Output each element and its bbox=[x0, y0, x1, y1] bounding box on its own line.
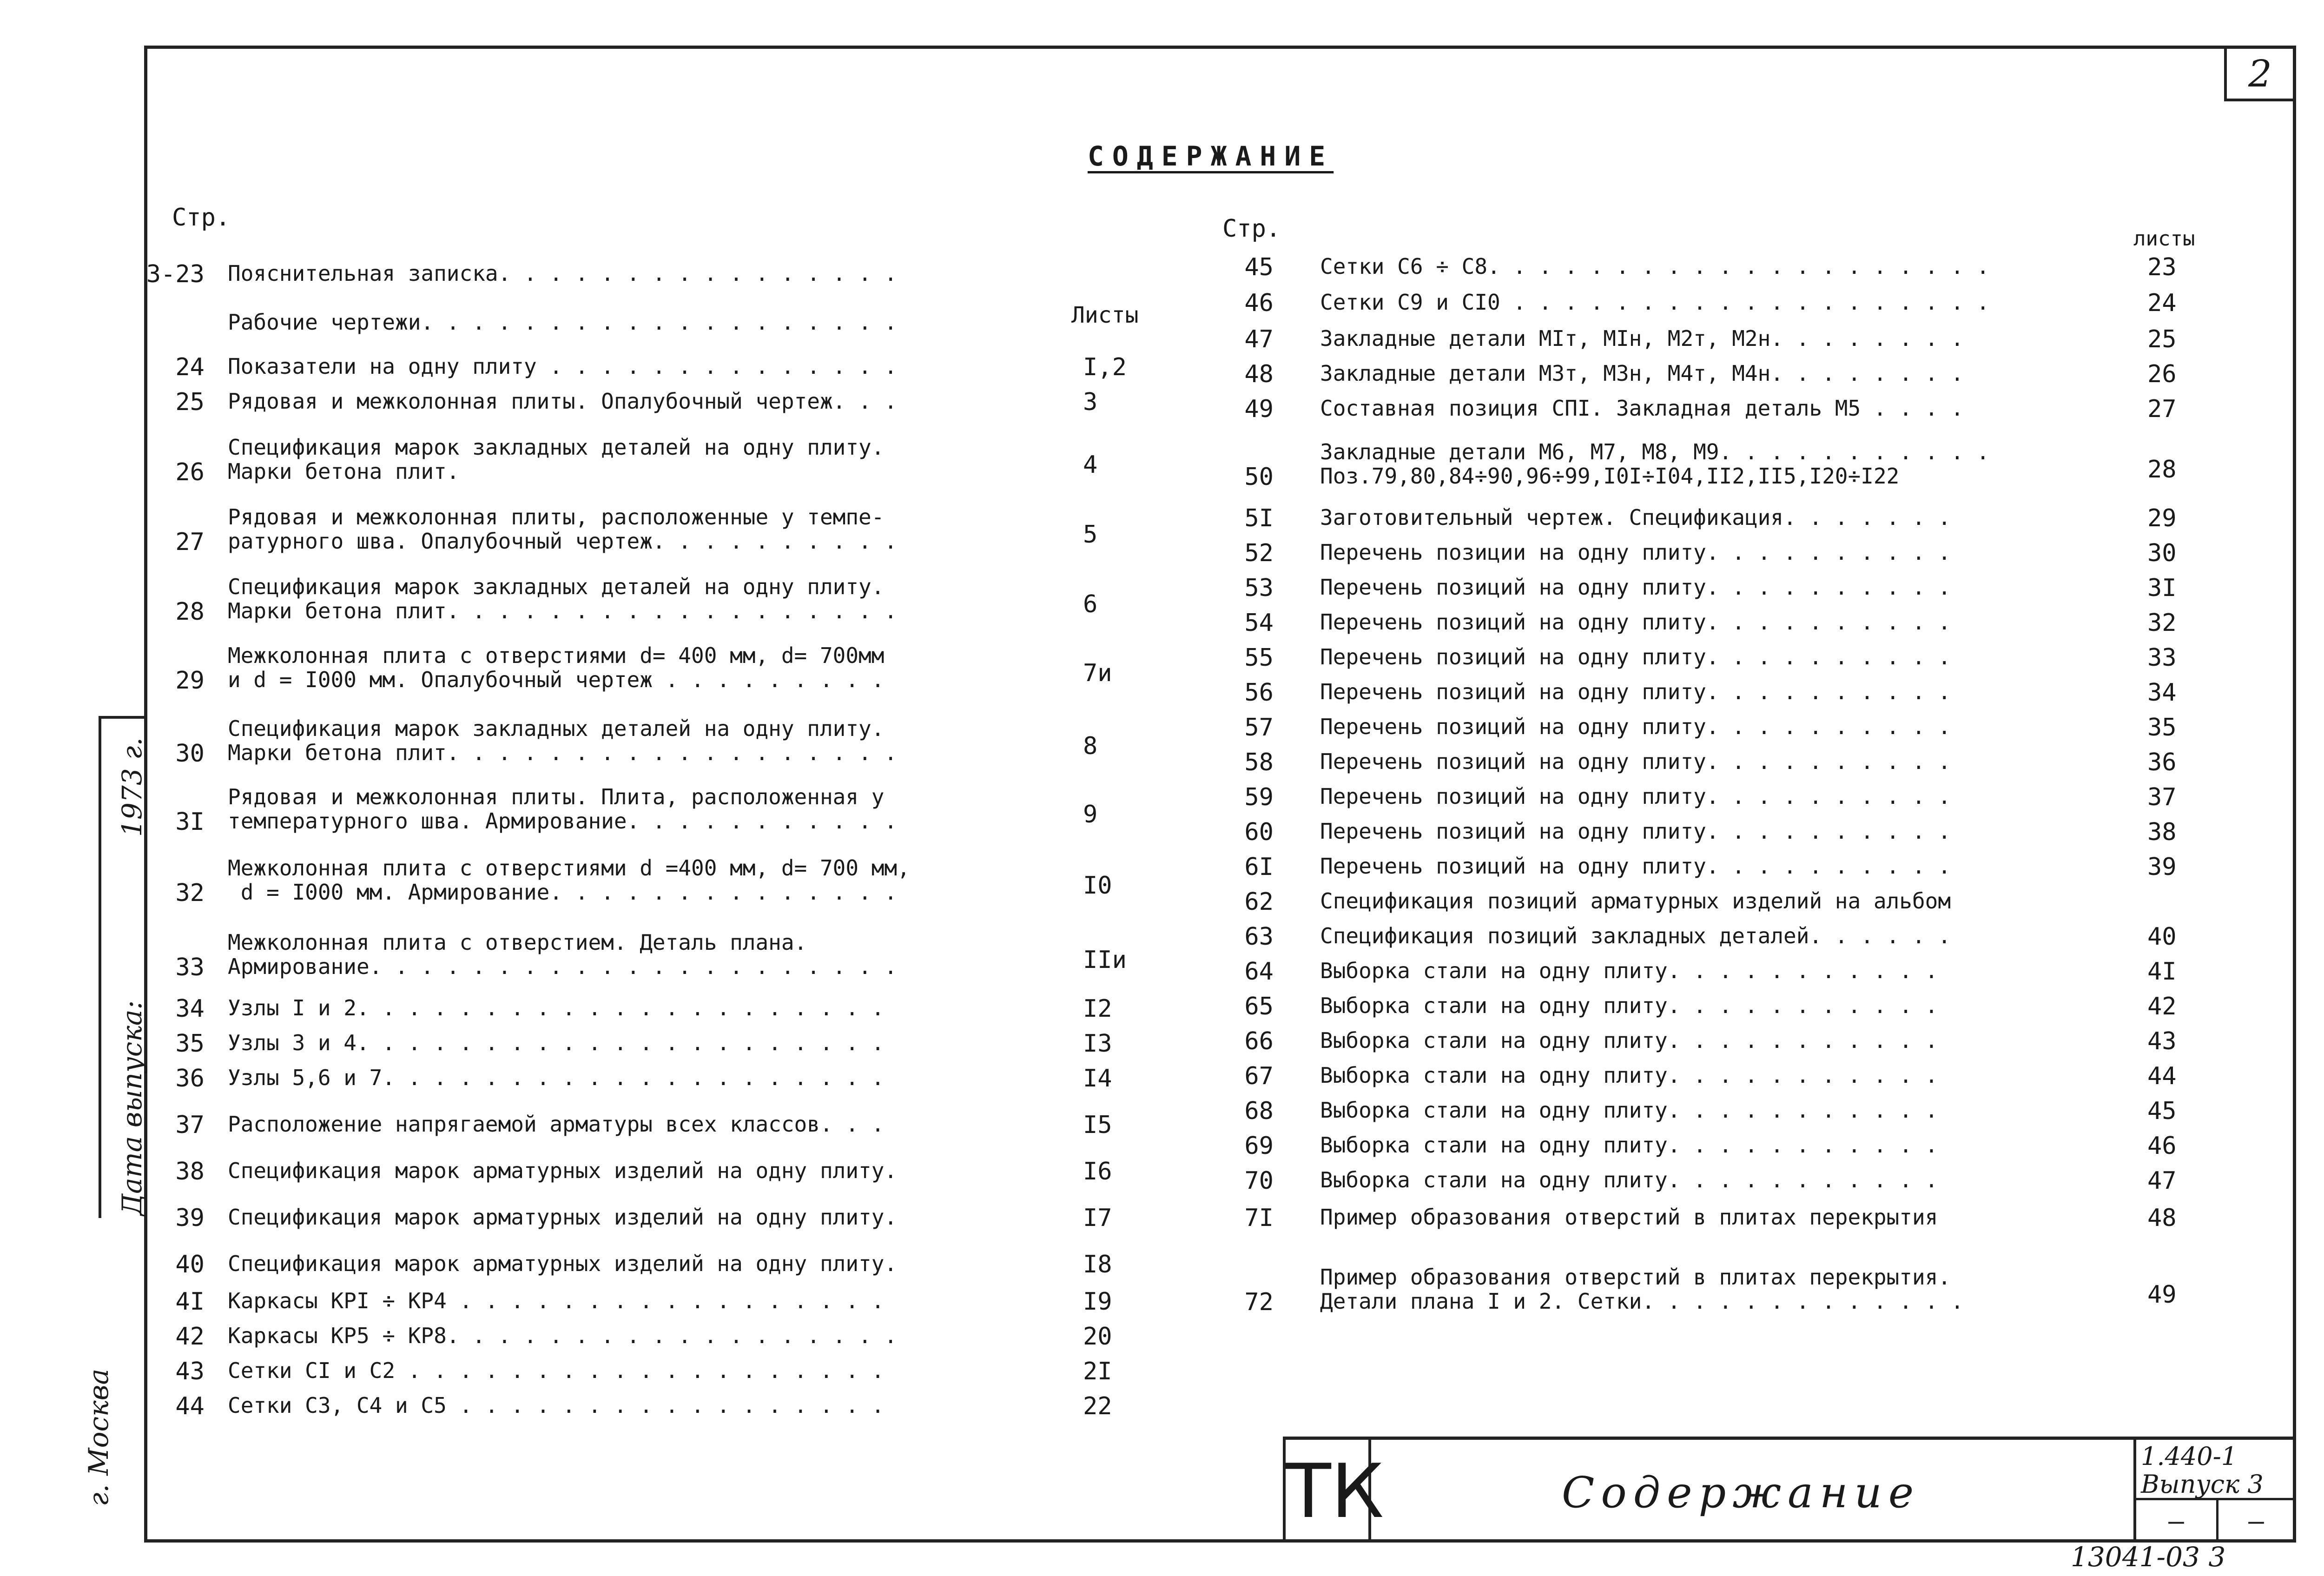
toc-sheet-number: 7и bbox=[1083, 659, 1112, 687]
title-block-subject: Содержание bbox=[1562, 1468, 1921, 1517]
toc-sheet-number: 48 bbox=[2147, 1204, 2177, 1232]
toc-entry-text: Рядовая и межколонная плиты. Плита, расположенная у температурного шва. Армирование. . . . . . . . . . . bbox=[228, 784, 898, 834]
toc-page-number: 4I bbox=[175, 1288, 205, 1316]
toc-sheet-number: 34 bbox=[2147, 679, 2177, 707]
sheet-number-box: 2 bbox=[2224, 46, 2296, 101]
toc-entry-text: Спецификация позиций закладных деталей. . . . . . bbox=[1320, 923, 1951, 948]
toc-sheet-number: 43 bbox=[2147, 1027, 2177, 1055]
toc-entry-text: Пример образования отверстий в плитах перекрытия bbox=[1320, 1205, 1938, 1230]
toc-entry-text: Межколонная плита с отверстиями d= 400 мм, d= 700мм и d = I000 мм. Опалубочный чертеж . . . . . . . . . bbox=[228, 643, 885, 692]
toc-page-number: 72 bbox=[1244, 1288, 1274, 1316]
issue-number: Выпуск 3 bbox=[2141, 1470, 2264, 1499]
toc-page-number: 55 bbox=[1244, 644, 1274, 672]
toc-sheet-number: 20 bbox=[1083, 1323, 1112, 1351]
toc-sheet-number: 32 bbox=[2147, 609, 2177, 637]
toc-entry-text: Рядовая и межколонная плиты, расположенные у темпе- ратурного шва. Опалубочный чертеж. . . . . . . . . . bbox=[228, 504, 898, 554]
title-block-series bbox=[2133, 1440, 2296, 1543]
toc-page-number: 48 bbox=[1244, 360, 1274, 388]
document-number: 13041-03 3 bbox=[2071, 1541, 2226, 1573]
toc-entry-text: Закладные детали М3т, М3н, М4т, М4н. . . . . . . . bbox=[1320, 361, 1964, 386]
toc-sheet-number: 5 bbox=[1083, 521, 1098, 549]
toc-sheet-number: 3 bbox=[1083, 388, 1098, 416]
toc-page-number: 36 bbox=[175, 1065, 205, 1093]
toc-entry-text: Показатели на одну плиту . . . . . . . . . . . . . . bbox=[228, 354, 898, 379]
toc-page-number: 62 bbox=[1244, 888, 1274, 916]
toc-page-number: 3-23 bbox=[146, 260, 205, 288]
toc-page-number: 47 bbox=[1244, 325, 1274, 353]
toc-sheet-number: I7 bbox=[1083, 1204, 1112, 1232]
toc-page-number: 29 bbox=[175, 667, 205, 695]
toc-entry-text: Сетки С6 ÷ С8. . . . . . . . . . . . . . . . . . . . bbox=[1320, 254, 1990, 279]
toc-sheet-number: I,2 bbox=[1083, 353, 1127, 381]
left-sheets-header: Листы bbox=[1071, 302, 1139, 328]
toc-entry-text: Перечень позиции на одну плиту. . . . . . . . . . bbox=[1320, 540, 1951, 565]
toc-entry-text: Рабочие чертежи. . . . . . . . . . . . . . . . . . . bbox=[228, 310, 898, 335]
toc-sheet-number: I8 bbox=[1083, 1251, 1112, 1278]
toc-entry-text: Спецификация марок закладных деталей на одну плиту. Марки бетона плит. bbox=[228, 435, 885, 484]
toc-entry-text: Выборка стали на одну плиту. . . . . . . . . . . bbox=[1320, 1167, 1938, 1192]
toc-sheet-number: 4 bbox=[1083, 451, 1098, 479]
toc-entry-text: Перечень позиций на одну плиту. . . . . . . . . . bbox=[1320, 575, 1951, 600]
toc-entry-text: Перечень позиций на одну плиту. . . . . . . . . . bbox=[1320, 714, 1951, 739]
toc-sheet-number: 42 bbox=[2147, 993, 2177, 1020]
toc-page-number: 6I bbox=[1244, 853, 1274, 881]
toc-entry-text: Составная позиция СПI. Закладная деталь М5 . . . . bbox=[1320, 396, 1964, 421]
toc-page-number: 40 bbox=[175, 1251, 205, 1278]
title-block-cells bbox=[2136, 1498, 2296, 1543]
toc-page-number: 52 bbox=[1244, 539, 1274, 567]
toc-entry-text: Перечень позиций на одну плиту. . . . . . . . . . bbox=[1320, 749, 1951, 774]
toc-page-number: 60 bbox=[1244, 818, 1274, 846]
right-page-header: Стр. bbox=[1222, 215, 1281, 243]
toc-page-number: 46 bbox=[1244, 289, 1274, 317]
toc-sheet-number: I0 bbox=[1083, 872, 1112, 900]
toc-sheet-number: 6 bbox=[1083, 590, 1098, 618]
toc-sheet-number: I4 bbox=[1083, 1065, 1112, 1093]
toc-page-number: 30 bbox=[175, 740, 205, 768]
toc-sheet-number: 22 bbox=[1083, 1392, 1112, 1420]
toc-sheet-number: 49 bbox=[2147, 1281, 2177, 1309]
toc-page-number: 58 bbox=[1244, 748, 1274, 776]
toc-entry-text: Узлы 5,6 и 7. . . . . . . . . . . . . . . . . . . . bbox=[228, 1065, 885, 1090]
toc-entry-text: Выборка стали на одну плиту. . . . . . . . . . . bbox=[1320, 1028, 1938, 1053]
toc-sheet-number: 24 bbox=[2147, 289, 2177, 317]
title-block bbox=[1283, 1437, 2296, 1543]
toc-entry-text: Закладные детали М6, М7, М8, М9. . . . . . . . . . . Поз.79,80,84÷90,96÷99,I0I÷I04,II2,II5,I20÷I22 bbox=[1320, 439, 1990, 489]
toc-entry-text: Перечень позиций на одну плиту. . . . . . . . . . bbox=[1320, 784, 1951, 809]
toc-entry-text: Сетки СI и С2 . . . . . . . . . . . . . . . . . . . bbox=[228, 1358, 885, 1383]
toc-sheet-number: 2I bbox=[1083, 1357, 1112, 1385]
toc-page-number: 35 bbox=[175, 1030, 205, 1058]
toc-sheet-number: 44 bbox=[2147, 1062, 2177, 1090]
toc-sheet-number: 3I bbox=[2147, 574, 2177, 602]
toc-page-number: 49 bbox=[1244, 395, 1274, 423]
toc-sheet-number: I5 bbox=[1083, 1111, 1112, 1139]
toc-entry-text: Узлы I и 2. . . . . . . . . . . . . . . . . . . . . bbox=[228, 995, 885, 1020]
title-block-cell: — bbox=[2248, 1506, 2264, 1536]
page-title: СОДЕРЖАНИЕ bbox=[1088, 140, 1334, 172]
toc-page-number: 3I bbox=[175, 808, 205, 836]
toc-entry-text: Рядовая и межколонная плиты. Опалубочный чертеж. . . bbox=[228, 389, 898, 414]
toc-entry-text: Спецификация марок арматурных изделий на одну плиту. bbox=[228, 1205, 898, 1230]
toc-sheet-number: I9 bbox=[1083, 1288, 1112, 1316]
toc-entry-text: Заготовительный чертеж. Спецификация. . . . . . . bbox=[1320, 505, 1951, 530]
toc-entry-text: Перечень позиций на одну плиту. . . . . . . . . . bbox=[1320, 644, 1951, 669]
toc-page-number: 57 bbox=[1244, 714, 1274, 742]
toc-page-number: 42 bbox=[175, 1323, 205, 1351]
toc-page-number: 53 bbox=[1244, 574, 1274, 602]
toc-sheet-number: 47 bbox=[2147, 1167, 2177, 1195]
toc-entry-text: Пример образования отверстий в плитах перекрытия. Детали плана I и 2. Сетки. . . . . . . . . . . . . bbox=[1320, 1265, 1964, 1314]
toc-sheet-number: I2 bbox=[1083, 995, 1112, 1023]
toc-entry-text: Каркасы КРI ÷ КР4 . . . . . . . . . . . . . . . . . bbox=[228, 1288, 885, 1313]
toc-entry-text: Расположение напрягаемой арматуры всех классов. . . bbox=[228, 1112, 885, 1137]
toc-page-number: 64 bbox=[1244, 958, 1274, 986]
title-block-cell: — bbox=[2136, 1500, 2218, 1543]
toc-sheet-number: 26 bbox=[2147, 360, 2177, 388]
toc-entry-text: Спецификация марок закладных деталей на одну плиту. Марки бетона плит. . . . . . . . . . . . . . . . . . bbox=[228, 716, 898, 765]
toc-sheet-number: 33 bbox=[2147, 644, 2177, 672]
toc-page-number: 32 bbox=[175, 879, 205, 907]
toc-page-number: 66 bbox=[1244, 1027, 1274, 1055]
toc-page-number: 38 bbox=[175, 1158, 205, 1185]
toc-sheet-number: 4I bbox=[2147, 958, 2177, 986]
toc-page-number: 70 bbox=[1244, 1167, 1274, 1195]
toc-sheet-number: 35 bbox=[2147, 714, 2177, 742]
toc-sheet-number: 9 bbox=[1083, 801, 1098, 828]
series-code bbox=[2141, 1443, 2264, 1498]
toc-page-number: 39 bbox=[175, 1204, 205, 1232]
toc-entry-text: Выборка стали на одну плиту. . . . . . . . . . . bbox=[1320, 1132, 1938, 1158]
toc-page-number: 25 bbox=[175, 388, 205, 416]
toc-sheet-number: 8 bbox=[1083, 732, 1098, 760]
toc-sheet-number: I6 bbox=[1083, 1158, 1112, 1185]
toc-sheet-number: I3 bbox=[1083, 1030, 1112, 1058]
toc-sheet-number: IIи bbox=[1083, 946, 1127, 974]
toc-entry-text: Межколонная плита с отверстием. Деталь плана. Армирование. . . . . . . . . . . . . . . . . . . . . bbox=[228, 930, 898, 979]
toc-page-number: 67 bbox=[1244, 1062, 1274, 1090]
toc-sheet-number: 29 bbox=[2147, 504, 2177, 532]
toc-sheet-number: 30 bbox=[2147, 539, 2177, 567]
toc-entry-text: Выборка стали на одну плиту. . . . . . . . . . . bbox=[1320, 1098, 1938, 1123]
toc-page-number: 63 bbox=[1244, 923, 1274, 951]
toc-page-number: 43 bbox=[175, 1357, 205, 1385]
right-sheets-header: листы bbox=[2133, 227, 2195, 251]
toc-page-number: 27 bbox=[175, 528, 205, 556]
toc-page-number: 54 bbox=[1244, 609, 1274, 637]
toc-entry-text: Выборка стали на одну плиту. . . . . . . . . . . bbox=[1320, 993, 1938, 1018]
toc-entry-text: Спецификация марок арматурных изделий на одну плиту. bbox=[228, 1251, 898, 1276]
toc-page-number: 50 bbox=[1244, 463, 1274, 491]
toc-page-number: 5I bbox=[1244, 504, 1274, 532]
toc-page-number: 26 bbox=[175, 458, 205, 486]
toc-page-number: 24 bbox=[175, 353, 205, 381]
side-city: г. Москва bbox=[83, 1369, 114, 1506]
toc-entry-text: Спецификация марок арматурных изделий на одну плиту. bbox=[228, 1158, 898, 1183]
toc-page-number: 56 bbox=[1244, 679, 1274, 707]
toc-entry-text: Каркасы КР5 ÷ КР8. . . . . . . . . . . . . . . . . . bbox=[228, 1323, 898, 1348]
side-year: 1973 г. bbox=[116, 737, 148, 837]
toc-page-number: 68 bbox=[1244, 1097, 1274, 1125]
toc-sheet-number: 28 bbox=[2147, 456, 2177, 483]
toc-page-number: 69 bbox=[1244, 1132, 1274, 1160]
toc-entry-text: Выборка стали на одну плиту. . . . . . . . . . . bbox=[1320, 1063, 1938, 1088]
toc-entry-text: Перечень позиций на одну плиту. . . . . . . . . . bbox=[1320, 819, 1951, 844]
series-number: 1.440-1 bbox=[2141, 1442, 2238, 1471]
toc-sheet-number: 25 bbox=[2147, 325, 2177, 353]
toc-page-number: 59 bbox=[1244, 783, 1274, 811]
toc-sheet-number: 46 bbox=[2147, 1132, 2177, 1160]
toc-entry-text: Закладные детали МIт, МIн, М2т, М2н. . . . . . . . bbox=[1320, 326, 1964, 351]
left-page-header: Стр. bbox=[172, 204, 231, 232]
toc-page-number: 7I bbox=[1244, 1204, 1274, 1232]
toc-sheet-number: 23 bbox=[2147, 253, 2177, 281]
toc-entry-text: Перечень позиций на одну плиту. . . . . . . . . . bbox=[1320, 854, 1951, 879]
toc-sheet-number: 27 bbox=[2147, 395, 2177, 423]
toc-sheet-number: 38 bbox=[2147, 818, 2177, 846]
toc-entry-text: Межколонная плита с отверстиями d =400 мм, d= 700 мм, d = I000 мм. Армирование. . . . . . . . . . . . . . bbox=[228, 855, 910, 905]
toc-sheet-number: 39 bbox=[2147, 853, 2177, 881]
toc-entry-text: Пояснительная записка. . . . . . . . . . . . . . . . bbox=[228, 261, 898, 286]
toc-sheet-number: 37 bbox=[2147, 783, 2177, 811]
toc-entry-text: Перечень позиций на одну плиту. . . . . . . . . . bbox=[1320, 609, 1951, 635]
toc-entry-text: Спецификация марок закладных деталей на одну плиту. Марки бетона плит. . . . . . . . . . . . . . . . . . bbox=[228, 574, 898, 623]
toc-entry-text: Выборка стали на одну плиту. . . . . . . . . . . bbox=[1320, 958, 1938, 983]
toc-page-number: 44 bbox=[175, 1392, 205, 1420]
toc-entry-text: Узлы 3 и 4. . . . . . . . . . . . . . . . . . . . . bbox=[228, 1030, 885, 1055]
org-mark: ТК bbox=[1283, 1440, 1371, 1543]
toc-page-number: 34 bbox=[175, 995, 205, 1023]
toc-sheet-number: 36 bbox=[2147, 748, 2177, 776]
toc-page-number: 33 bbox=[175, 954, 205, 981]
side-date-label: Дата выпуска: bbox=[116, 1000, 148, 1216]
toc-page-number: 65 bbox=[1244, 993, 1274, 1020]
toc-entry-text: Сетки С9 и СI0 . . . . . . . . . . . . . . . . . . . bbox=[1320, 290, 1990, 315]
toc-entry-text: Сетки С3, С4 и С5 . . . . . . . . . . . . . . . . . bbox=[228, 1393, 885, 1418]
toc-page-number: 45 bbox=[1244, 253, 1274, 281]
toc-sheet-number: 45 bbox=[2147, 1097, 2177, 1125]
toc-page-number: 37 bbox=[175, 1111, 205, 1139]
toc-entry-text: Перечень позиций на одну плиту. . . . . . . . . . bbox=[1320, 679, 1951, 704]
toc-sheet-number: 40 bbox=[2147, 923, 2177, 951]
toc-page-number: 28 bbox=[175, 598, 205, 626]
toc-entry-text: Спецификация позиций арматурных изделий на альбом bbox=[1320, 888, 1951, 914]
